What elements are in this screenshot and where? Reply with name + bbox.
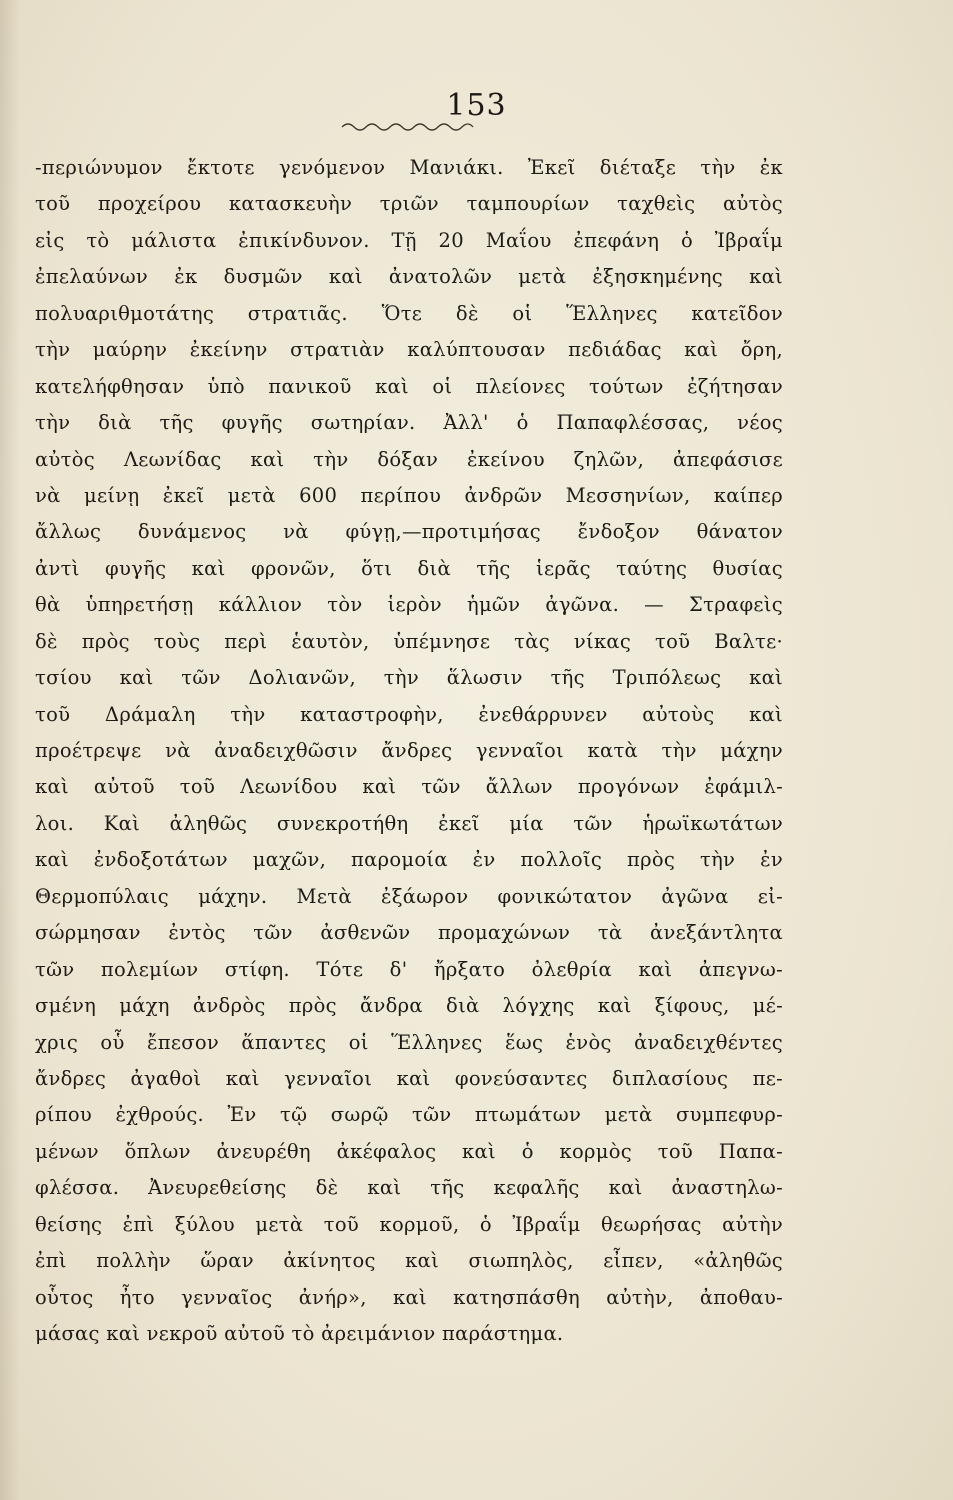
text-line: καὶ ἐνδοξοτάτων μαχῶν, παρομοία ἐν πολλοῖς πρὸς τὴν ἐν [35,848,783,872]
text-line: ἐπὶ πολλὴν ὥραν ἀκίνητος καὶ σιωπηλὸς, εἶπεν, «ἀληθῶς [35,1249,783,1273]
text-line: τσίου καὶ τῶν Δολιανῶν, τὴν ἅλωσιν τῆς Τριπόλεως καὶ [35,666,783,690]
wavy-rule-ornament [340,120,475,134]
text-line: κατελήφθησαν ὑπὸ πανικοῦ καὶ οἱ πλείονες τούτων ἐζήτησαν [35,374,783,398]
text-line: καὶ αὐτοῦ τοῦ Λεωνίδου καὶ τῶν ἄλλων προγόνων ἐφάμιλ- [35,775,783,799]
page-number: 153 [446,88,507,123]
text-line: ἐπελαύνων ἐκ δυσμῶν καὶ ἀνατολῶν μετὰ ἐξησκημένης καὶ [35,265,783,289]
text-line: δὲ πρὸς τοὺς περὶ ἑαυτὸν, ὑπέμνησε τὰς νίκας τοῦ Βαλτε· [35,629,783,653]
text-line: -περιώνυμον ἔκτοτε γενόμενον Μανιάκι. Ἐκεῖ διέταξε τὴν ἐκ [35,156,783,179]
text-line: νὰ μείνῃ ἐκεῖ μετὰ 600 περίπου ἀνδρῶν Μεσσηνίων, καίπερ [35,483,783,507]
text-line: σμένη μάχη ἀνδρὸς πρὸς ἄνδρα διὰ λόγχης καὶ ξίφους, μέ- [35,994,783,1018]
text-line: τοῦ Δράμαλη τὴν καταστροφὴν, ἐνεθάρρυνεν αὐτοὺς καὶ [35,702,783,726]
text-line: τῶν πολεμίων στίφη. Τότε δ' ἤρξατο ὀλεθρία καὶ ἀπεγνω- [35,957,783,981]
text-line: σώρμησαν ἐντὸς τῶν ἀσθενῶν προμαχώνων τὰ ἀνεξάντλητα [35,921,783,945]
text-line: ἄλλως δυνάμενος νὰ φύγῃ,—προτιμήσας ἔνδοξον θάνατον [35,520,783,544]
text-line: Θερμοπύλαις μάχην. Μετὰ ἐξάωρον φονικώτατον ἀγῶνα εἰ- [35,884,783,908]
text-line: χρις οὗ ἔπεσον ἅπαντες οἱ Ἕλληνες ἕως ἑνὸς ἀναδειχθέντες [35,1030,783,1054]
text-line: μάσας καὶ νεκροῦ αὐτοῦ τὸ ἀρειμάνιον παράστημα. [35,1322,564,1345]
text-line: τὴν μαύρην ἐκείνην στρατιὰν καλύπτουσαν πεδιάδας καὶ ὄρη, [35,338,783,362]
text-line: πολυαριθμοτάτης στρατιᾶς. Ὅτε δὲ οἱ Ἕλληνες κατεῖδον [35,301,783,325]
text-line: οὗτος ἦτο γενναῖος ἀνήρ», καὶ κατησπάσθη αὐτὴν, ἀποθαυ- [35,1285,783,1309]
text-line: εἰς τὸ μάλιστα ἐπικίνδυνον. Τῇ 20 Μαΐου ἐπεφάνη ὁ Ἰβραΐμ [35,228,783,252]
text-line: ἀντὶ φυγῆς καὶ φρονῶν, ὅτι διὰ τῆς ἱερᾶς ταύτης θυσίας [35,556,783,580]
text-line: τοῦ προχείρου κατασκευὴν τριῶν ταμπουρίων ταχθεὶς αὐτὸς [35,192,783,216]
text-line: φλέσσα. Ἀνευρεθείσης δὲ καὶ τῆς κεφαλῆς καὶ ἀναστηλω- [35,1176,783,1200]
text-line: προέτρεψε νὰ ἀναδειχθῶσιν ἄνδρες γενναῖοι κατὰ τὴν μάχην [35,739,783,762]
text-line: θὰ ὑπηρετήσῃ κάλλιον τὸν ἱερὸν ἡμῶν ἀγῶνα. — Στραφεὶς [35,593,783,617]
text-line: τὴν διὰ τῆς φυγῆς σωτηρίαν. Ἀλλ' ὁ Παπαφλέσσας, νέος [35,411,783,435]
text-line: λοι. Καὶ ἀληθῶς συνεκροτήθη ἐκεῖ μία τῶν ἡρωϊκωτάτων [35,811,783,835]
page-edge-shadow [0,0,20,1500]
text-line: αὐτὸς Λεωνίδας καὶ τὴν δόξαν ἐκείνου ζηλῶν, ἀπεφάσισε [35,447,783,471]
text-line: ρίπου ἐχθρούς. Ἐν τῷ σωρῷ τῶν πτωμάτων μετὰ συμπεφυρ- [35,1103,783,1127]
body-text [35,150,783,1352]
text-line: ἄνδρες ἀγαθοὶ καὶ γενναῖοι καὶ φονεύσαντες διπλασίους πε- [35,1066,783,1090]
text-line: μένων ὅπλων ἀνευρέθη ἀκέφαλος καὶ ὁ κορμὸς τοῦ Παπα- [35,1139,783,1163]
text-line: θείσης ἐπὶ ξύλου μετὰ τοῦ κορμοῦ, ὁ Ἰβραΐμ θεωρήσας αὐτὴν [35,1212,783,1236]
